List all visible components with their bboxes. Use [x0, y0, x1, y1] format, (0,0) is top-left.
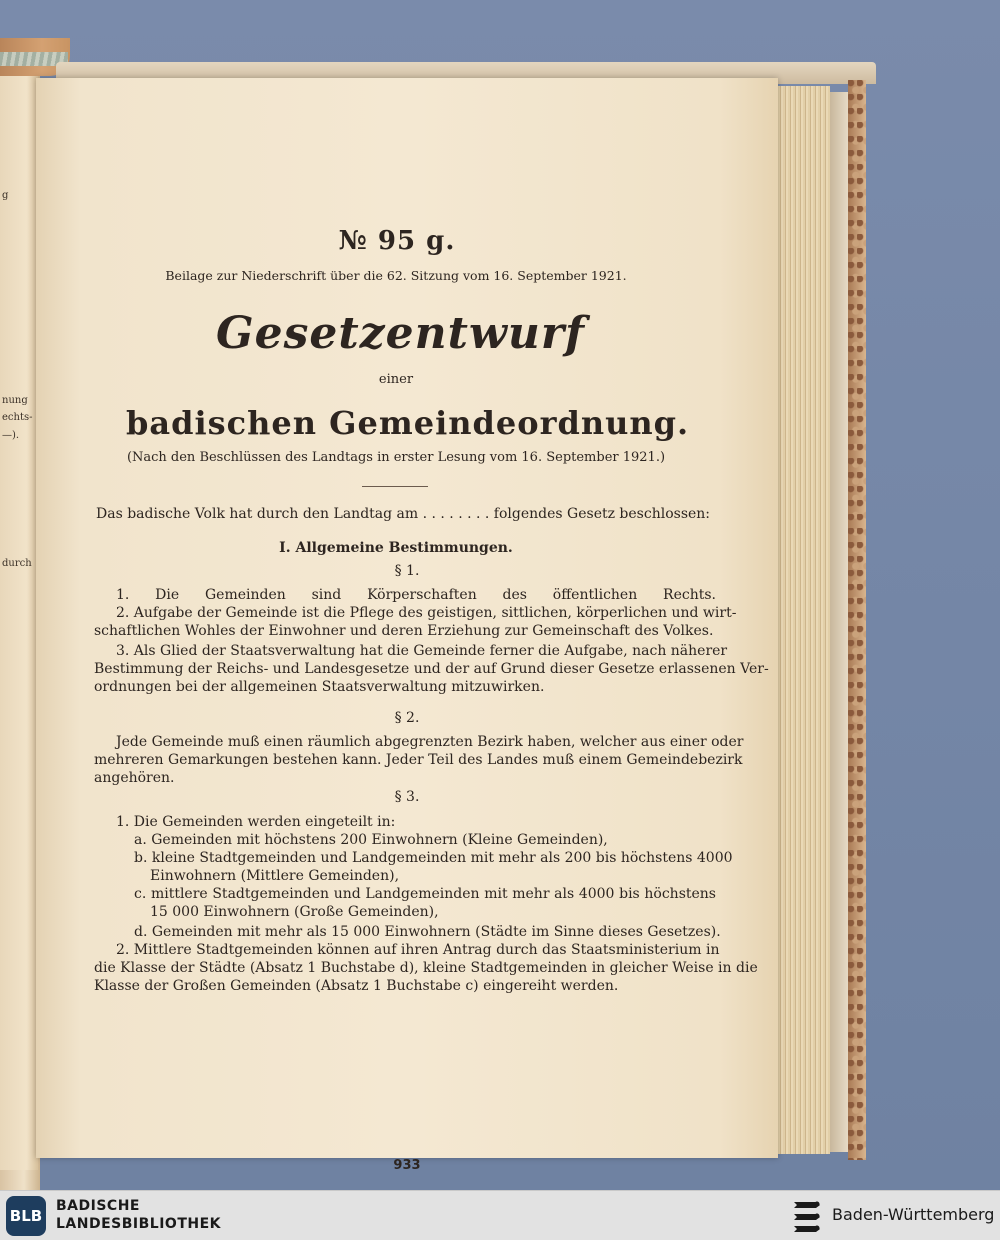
footer-bar — [0, 1190, 1000, 1240]
text-line: ordnungen bei der allgemeinen Staatsverwaltung mitzuwirken. — [94, 679, 545, 695]
state-name: Baden-Württemberg — [832, 1205, 995, 1224]
text-line: Bestimmung der Reichs- und Landesgesetze und der auf Grund dieser Gesetze erlassenen Ver- — [94, 661, 769, 677]
blb-logo[interactable]: BLB — [6, 1196, 46, 1236]
title-sub: badischen Gemeindeordnung. — [126, 404, 690, 442]
paragraph-mark-2: § 2. — [394, 710, 420, 726]
marbled-cover-edge — [848, 80, 866, 1160]
enactment-formula: Das badische Volk hat durch den Landtag am . . . . . . . . folgendes Gesetz beschlossen: — [96, 506, 711, 522]
baden-wuerttemberg-lions-crest-icon[interactable] — [790, 1196, 824, 1236]
text-line: Jede Gemeinde muß einen räumlich abgegrenzten Bezirk haben, welcher aus einer oder — [116, 734, 744, 750]
text-line: a. Gemeinden mit höchstens 200 Einwohnern (Kleine Gemeinden), — [134, 832, 608, 848]
page-stack-edge — [778, 86, 830, 1154]
margin-fragment: —). — [2, 430, 20, 441]
text-line: b. kleine Stadtgemeinden und Landgemeinden mit mehr als 200 bis höchstens 4000 — [134, 850, 733, 866]
text-line: 1. Die Gemeinden werden eingeteilt in: — [116, 814, 396, 830]
margin-fragment: nung — [2, 395, 28, 406]
supplement-note: Beilage zur Niederschrift über die 62. Sitzung vom 16. September 1921. — [165, 268, 627, 283]
text-line: die Klasse der Städte (Absatz 1 Buchstabe d), kleine Stadtgemeinden in gleicher Weise in die — [94, 960, 758, 976]
margin-fragment: echts- — [2, 412, 33, 423]
section-heading: I. Allgemeine Bestimmungen. — [279, 540, 513, 556]
text-line: Einwohnern (Mittlere Gemeinden), — [150, 868, 400, 884]
text-line: d. Gemeinden mit mehr als 15 000 Einwohnern (Städte im Sinne dieses Gesetzes). — [134, 924, 721, 940]
text-line: 2. Aufgabe der Gemeinde ist die Pflege des geistigen, sittlichen, körperlichen und wirt- — [116, 605, 737, 621]
document-number: № 95 g. — [338, 226, 456, 256]
text-line: c. mittlere Stadtgemeinden und Landgemeinden mit mehr als 4000 bis höchstens — [134, 886, 716, 902]
title-divider — [362, 486, 428, 487]
text-line: angehören. — [94, 770, 175, 786]
text-line: Klasse der Großen Gemeinden (Absatz 1 Buchstabe c) eingereiht werden. — [94, 978, 619, 994]
text-line: schaftlichen Wohles der Einwohner und deren Erziehung zur Gemeinschaft des Volkes. — [94, 623, 714, 639]
resolution-note: (Nach den Beschlüssen des Landtags in erster Lesung vom 16. September 1921.) — [126, 450, 666, 465]
institution-name-line2: LANDESBIBLIOTHEK — [56, 1216, 222, 1232]
paragraph-mark-1: § 1. — [394, 563, 420, 579]
title-connector: einer — [378, 372, 414, 387]
margin-fragment: durch — [2, 558, 32, 569]
page-number: 933 — [393, 1158, 421, 1173]
book-cover-edge — [830, 92, 848, 1152]
text-line: 2. Mittlere Stadtgemeinden können auf ihren Antrag durch das Staatsministerium in — [116, 942, 720, 958]
document-page — [36, 78, 778, 1173]
text-line: 15 000 Einwohnern (Große Gemeinden), — [150, 904, 439, 920]
text-line: 1. Die Gemeinden sind Körperschaften des öffentlichen Rechts. — [116, 587, 716, 603]
text-line: 3. Als Glied der Staatsverwaltung hat die Gemeinde ferner die Aufgabe, nach näherer — [116, 643, 728, 659]
margin-fragment: g — [2, 190, 9, 201]
text-line: mehreren Gemarkungen bestehen kann. Jeder Teil des Landes muß einem Gemeindebezirk — [94, 752, 743, 768]
previous-page-margin — [0, 60, 38, 1170]
paragraph-mark-3: § 3. — [394, 789, 420, 805]
institution-name-line1: BADISCHE — [56, 1198, 140, 1214]
title-main: Gesetzentwurf — [216, 308, 585, 359]
